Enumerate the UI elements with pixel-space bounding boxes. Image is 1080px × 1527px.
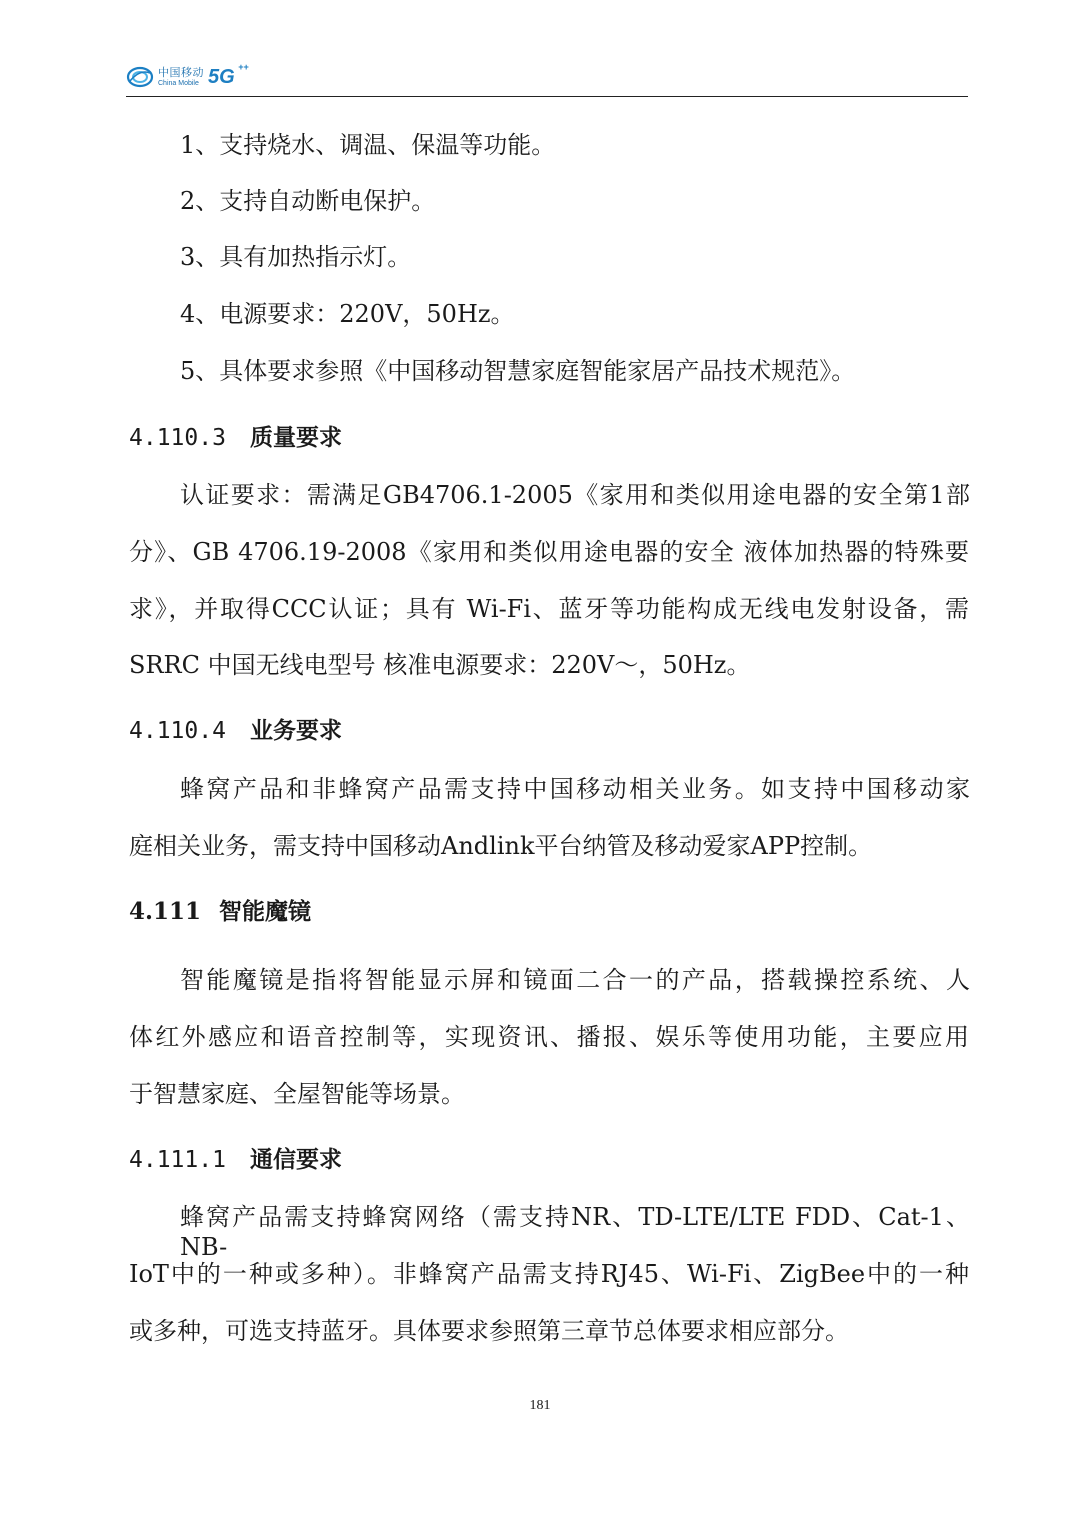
section-heading-4-111 bbox=[129, 897, 969, 927]
section-heading-4-110-3 bbox=[129, 423, 969, 453]
list-item: 5、具体要求参照《中国移动智慧家庭智能家居产品技术规范》。 bbox=[180, 357, 856, 385]
list-item: 3、具有加热指示灯。 bbox=[180, 243, 412, 271]
section-title: 质量要求 bbox=[249, 425, 342, 451]
paragraph-line: 于智慧家庭、全屋智能等场景。 bbox=[129, 1080, 465, 1108]
section-heading-4-111-1 bbox=[129, 1145, 969, 1175]
paragraph-line: 庭相关业务，需支持中国移动Andlink平台纳管及移动爱家APP控制。 bbox=[129, 832, 873, 860]
paragraph-line: 蜂窝产品需支持蜂窝网络（需支持NR、TD-LTE/LTE FDD、Cat-1、NB- bbox=[180, 1203, 970, 1261]
paragraph-line: SRRC 中国无线电型号 核准电源要求：220V～，50Hz。 bbox=[129, 651, 751, 679]
paragraph-line: IoT中的一种或多种）。非蜂窝产品需支持RJ45、Wi-Fi、ZigBee中的一种 bbox=[129, 1260, 969, 1288]
china-mobile-logo bbox=[126, 60, 249, 94]
list-item: 2、支持自动断电保护。 bbox=[180, 187, 436, 215]
paragraph-line: 蜂窝产品和非蜂窝产品需支持中国移动相关业务。如支持中国移动家 bbox=[180, 775, 970, 803]
section-number: 4.110.4 bbox=[129, 718, 226, 744]
logo-5g-mark bbox=[208, 61, 249, 89]
logo-english-text: China Mobile bbox=[158, 80, 199, 87]
paragraph-line: 或多种，可选支持蓝牙。具体要求参照第三章节总体要求相应部分。 bbox=[129, 1317, 849, 1345]
section-title: 智能魔镜 bbox=[219, 899, 312, 925]
page-header bbox=[126, 56, 968, 97]
list-item: 1、支持烧水、调温、保温等功能。 bbox=[180, 131, 556, 159]
section-number: 4.111 bbox=[129, 898, 202, 925]
paragraph-line: 分》、GB 4706.19-2008《家用和类似用途电器的安全 液体加热器的特殊要 bbox=[129, 538, 969, 566]
section-heading-4-110-4 bbox=[129, 716, 969, 746]
paragraph-line: 体红外感应和语音控制等，实现资讯、播报、娱乐等使用功能，主要应用 bbox=[129, 1023, 969, 1051]
section-number: 4.110.3 bbox=[129, 425, 226, 451]
paragraph-line: 智能魔镜是指将智能显示屏和镜面二合一的产品，搭载操控系统、人 bbox=[180, 966, 970, 994]
page-number: 181 bbox=[529, 1398, 551, 1413]
section-number: 4.111.1 bbox=[129, 1147, 226, 1173]
list-item: 4、电源要求：220V，50Hz。 bbox=[180, 300, 515, 328]
logo-chinese-text: 中国移动 bbox=[158, 66, 204, 79]
section-title: 通信要求 bbox=[249, 1147, 342, 1173]
logo-5g-plus: ++ bbox=[238, 61, 249, 72]
paragraph-line: 求》，并取得CCC认证；具有 Wi-Fi、蓝牙等功能构成无线电发射设备，需 bbox=[129, 595, 969, 623]
paragraph-line: 认证要求：需满足GB4706.1-2005《家用和类似用途电器的安全第1部 bbox=[180, 481, 970, 509]
section-title: 业务要求 bbox=[249, 718, 342, 744]
logo-5g-text: 5G bbox=[208, 65, 235, 88]
china-mobile-swirl-icon bbox=[126, 65, 154, 89]
